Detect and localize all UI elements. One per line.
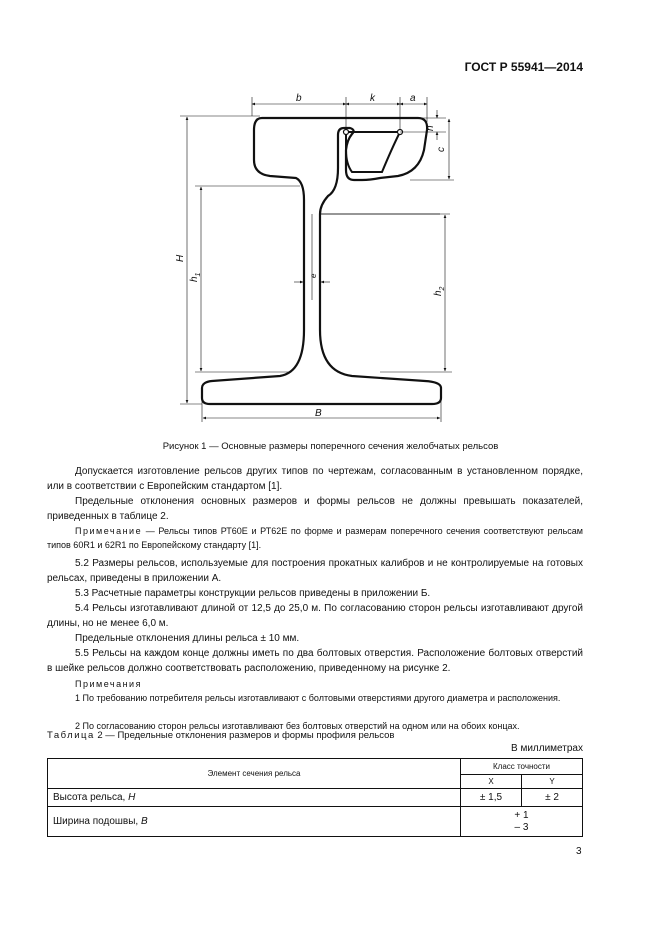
notes-label: Примечания bbox=[75, 679, 142, 689]
cell-merged bbox=[461, 807, 583, 837]
symbol-B: B bbox=[141, 816, 148, 827]
col-header-element: Элемент сечения рельса bbox=[48, 759, 461, 789]
label-b: b bbox=[296, 93, 302, 104]
paragraph: Допускается изготовление рельсов других типов по чертежам, согласованным в установленном порядке, или в соответствии с Европейским стандартом [1]. bbox=[47, 466, 583, 492]
cell-x: ± 1,5 bbox=[461, 789, 522, 807]
tolerance-plus: + 1 bbox=[514, 809, 529, 821]
note: 1 По требованию потребителя рельсы изготавливают с болтовыми отверстиями другого диаметра и расположения. bbox=[75, 693, 561, 703]
table-title bbox=[47, 730, 394, 741]
flangeway-outline bbox=[346, 132, 400, 172]
note: 2 По согласованию сторон рельсы изготавливают без болтовых отверстий на одном или на обоих концах. bbox=[75, 721, 520, 731]
table-units: В миллиметрах bbox=[511, 743, 583, 754]
label-a: a bbox=[410, 93, 416, 104]
paragraph: 5.4 Рельсы изготавливают длиной от 12,5 до 25,0 м. По согласованию сторон рельсы изготавливают другой длины, но не менее 6,0 м. bbox=[47, 603, 583, 629]
label-H: H bbox=[175, 254, 186, 262]
label-n: n bbox=[425, 125, 436, 131]
col-header-y: Y bbox=[522, 775, 583, 789]
symbol-H: H bbox=[128, 792, 136, 803]
note-text: — Рельсы типов РТ60Е и РТ62Е по форме и размерам поперечного сечения соответствуют рельсам типов 60R1 и 62R1 по Европейскому стандарту [1]. bbox=[47, 526, 583, 550]
table-title-text: 2 — Предельные отклонения размеров и формы профиля рельсов bbox=[94, 730, 395, 741]
col-header-class: Класс точности bbox=[461, 759, 583, 775]
table-row bbox=[48, 807, 583, 837]
rail-cross-section-figure bbox=[0, 0, 661, 440]
table-row bbox=[48, 789, 583, 807]
tolerance-minus: – 3 bbox=[514, 821, 529, 833]
rail-outline bbox=[202, 118, 441, 404]
label-h2: $h_2$ bbox=[433, 286, 446, 296]
cell-element: Ширина подошвы, B bbox=[48, 807, 461, 837]
table-title-label: Таблица bbox=[47, 730, 95, 741]
paragraph: Предельные отклонения основных размеров и формы рельсов не должны превышать показателей, приведенных в таблице 2. bbox=[47, 496, 583, 522]
col-header-x: X bbox=[461, 775, 522, 789]
label-e: e bbox=[309, 273, 318, 278]
paragraph: Предельные отклонения длины рельса ± 10 мм. bbox=[75, 633, 300, 644]
cell-y: ± 2 bbox=[522, 789, 583, 807]
note-label: Примечание bbox=[75, 526, 143, 536]
label-B: B bbox=[315, 408, 322, 419]
paragraph: 5.3 Расчетные параметры конструкции рельсов приведены в приложении Б. bbox=[75, 588, 431, 599]
figure-caption: Рисунок 1 — Основные размеры поперечного сечения желобчатых рельсов bbox=[162, 441, 499, 452]
label-h1: $h_1$ bbox=[189, 272, 202, 282]
tolerance-table bbox=[47, 758, 583, 837]
label-c: c bbox=[436, 147, 447, 152]
paragraph: 5.2 Размеры рельсов, используемые для построения прокатных калибров и не контролируемые на готовых рельсах, приведены в приложении А. bbox=[47, 558, 583, 584]
label-k: k bbox=[370, 93, 375, 104]
note bbox=[47, 524, 583, 552]
page-number: 3 bbox=[576, 846, 582, 857]
standard-code: ГОСТ Р 55941—2014 bbox=[464, 60, 583, 74]
cell-element: Высота рельса, H bbox=[48, 789, 461, 807]
paragraph: 5.5 Рельсы на каждом конце должны иметь по два болтовых отверстия. Расположение болтовых отверстий в шейке рельсов должно соответствовать расположению, приведенному на рисунке 2. bbox=[47, 648, 583, 674]
